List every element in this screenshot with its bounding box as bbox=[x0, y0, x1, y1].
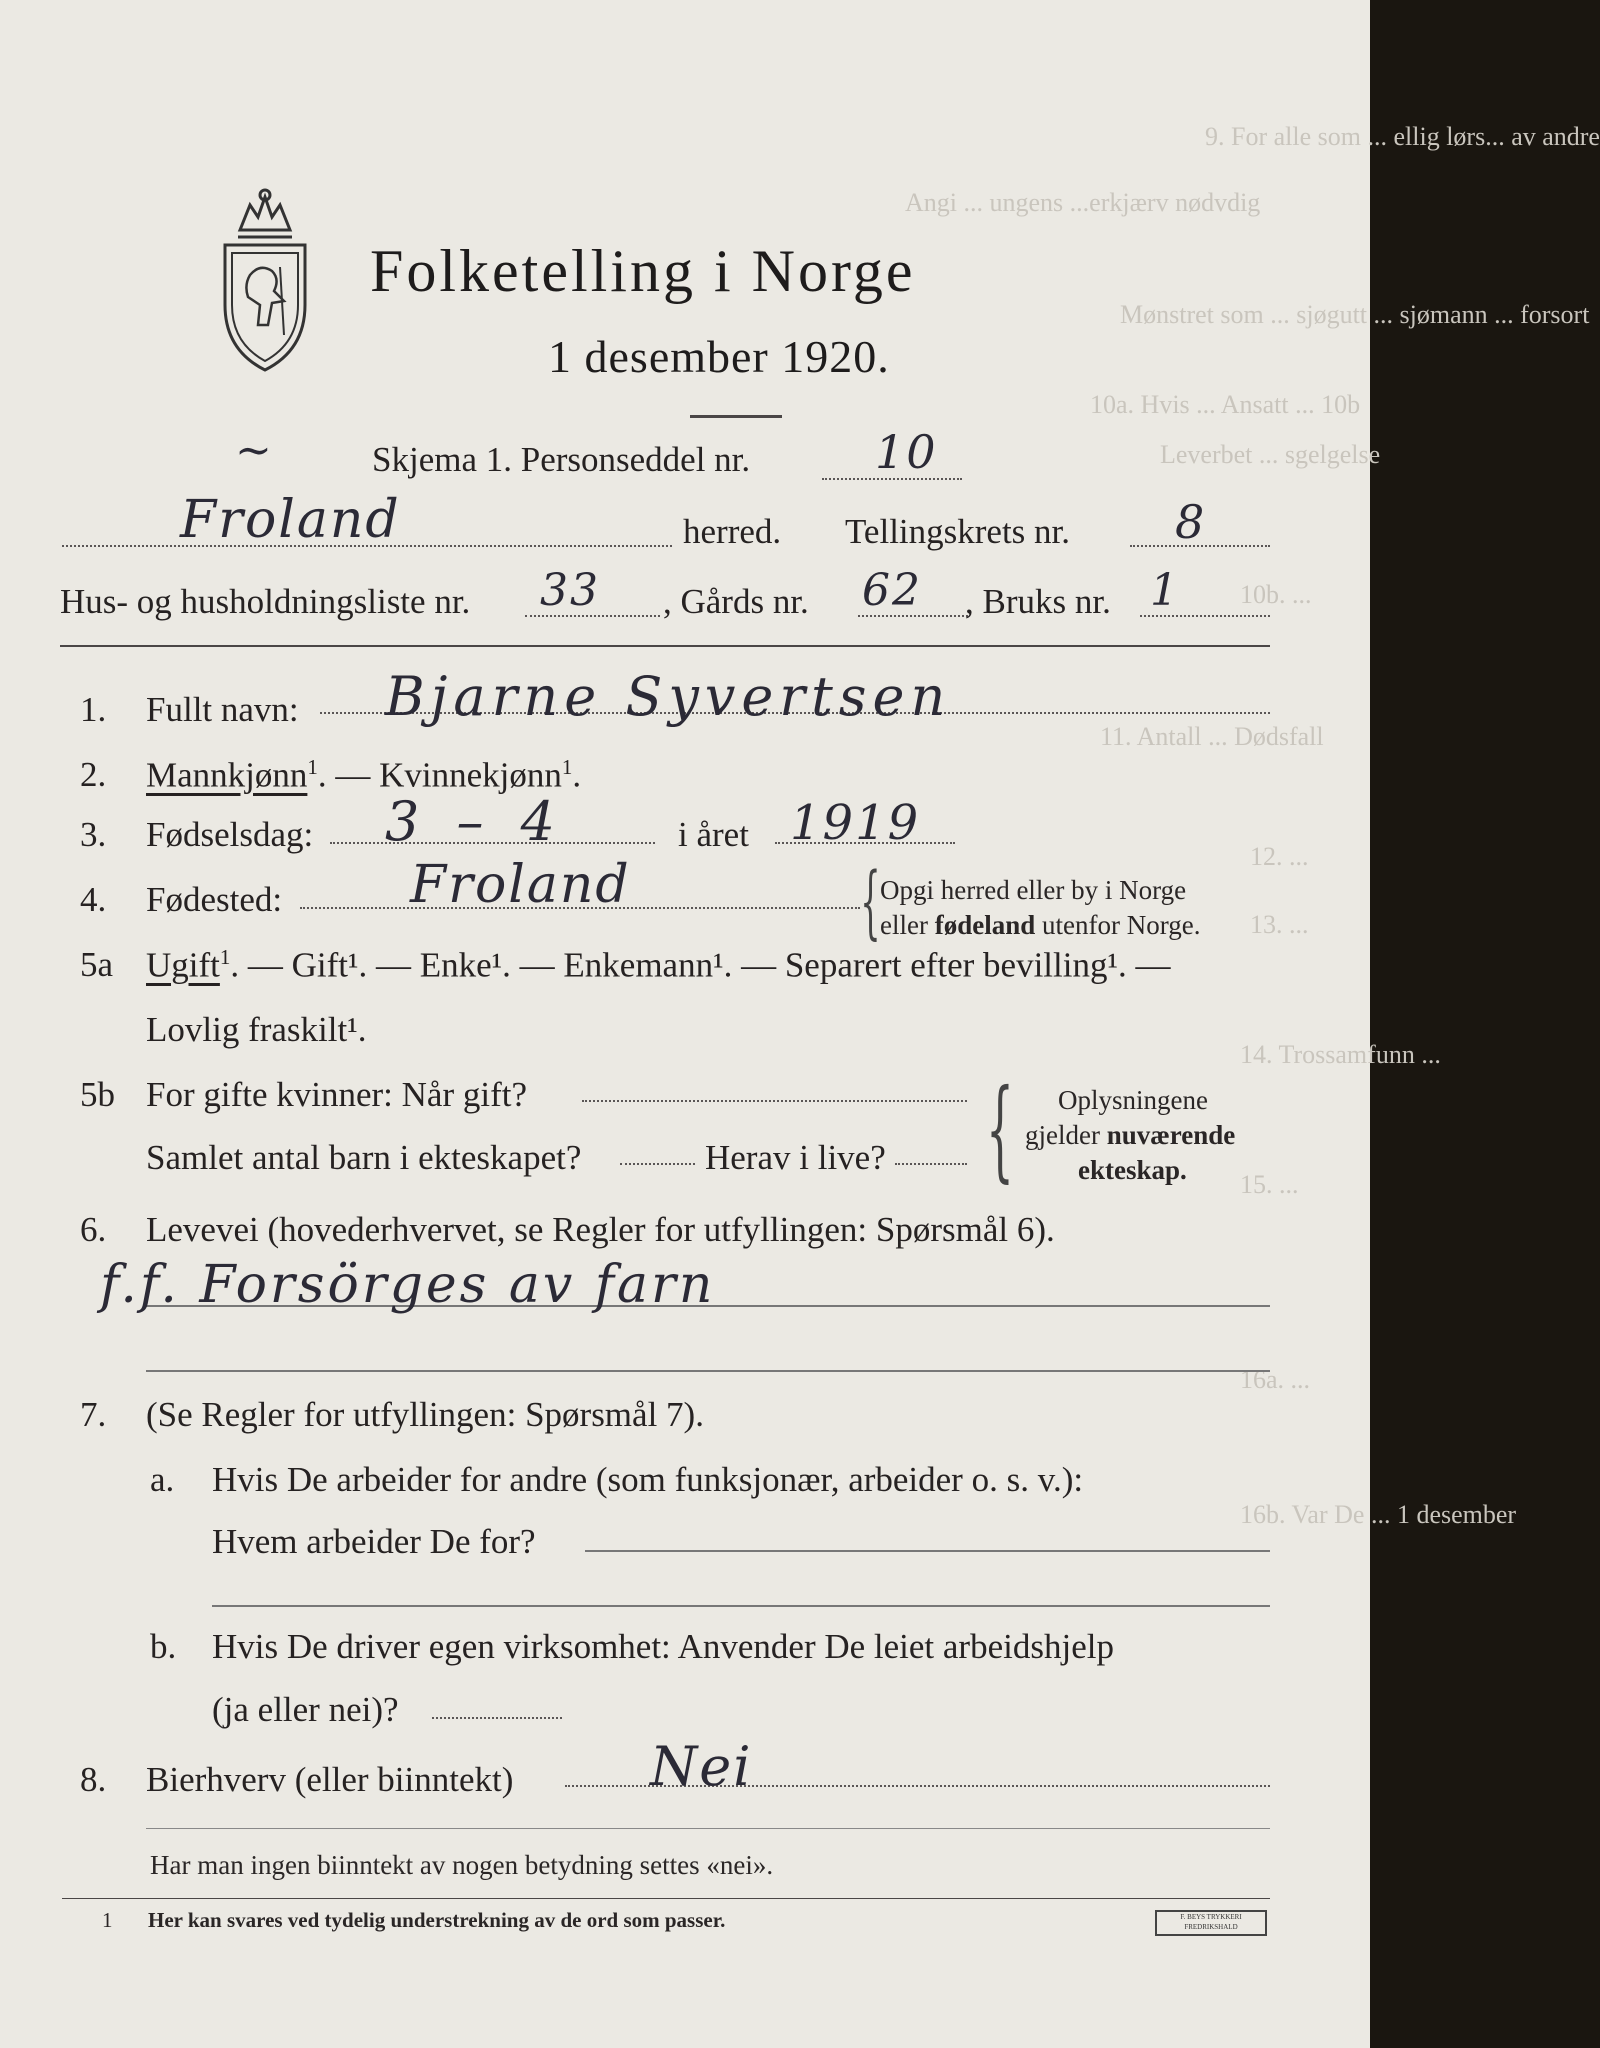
gards-label: , Gårds nr. bbox=[663, 582, 809, 621]
q5a-marital-options: Ugift$^1$. — Gift¹. — Enke¹. — Enkemann¹. — Separert efter bevilling¹. — bbox=[146, 945, 1171, 985]
q4-number: 4. bbox=[80, 880, 107, 919]
q5b-alive-field-line bbox=[895, 1163, 967, 1165]
bleed-through-text: 10a. Hvis ... Ansatt ... 10b bbox=[1090, 390, 1361, 419]
q4-label: Fødested: bbox=[146, 880, 283, 919]
q4-note-line1: Opgi herred eller by i Norge bbox=[880, 875, 1187, 905]
title-divider bbox=[690, 415, 782, 418]
q7a-field-line-1 bbox=[585, 1550, 1270, 1552]
section-divider bbox=[60, 645, 1270, 647]
bleed-through-text: 15. ... bbox=[1240, 1170, 1299, 1199]
bruks-value: 1 bbox=[1150, 565, 1180, 616]
q5b-children-field-line bbox=[620, 1163, 695, 1165]
q3-number: 3. bbox=[80, 815, 107, 854]
census-date: 1 desember 1920. bbox=[548, 331, 890, 382]
q3-year-value: 1919 bbox=[790, 795, 921, 851]
q7a-field-line-2 bbox=[212, 1605, 1270, 1607]
bruks-label: , Bruks nr. bbox=[965, 582, 1111, 621]
q5a-line2: Lovlig fraskilt¹. bbox=[146, 1010, 367, 1049]
personseddel-value: 10 bbox=[875, 425, 938, 479]
bleed-through-text: 9. For alle som ... ellig lørs... av andre bbox=[1205, 122, 1600, 151]
bleed-through-text: 16b. Var De ... 1 desember bbox=[1240, 1500, 1517, 1529]
footer-divider bbox=[146, 1828, 1270, 1829]
bleed-through-text: 13. ... bbox=[1250, 910, 1309, 939]
schema-label: Skjema 1. Personseddel nr. bbox=[372, 440, 751, 479]
q5b-note-line2: gjelder nuværende bbox=[1025, 1120, 1236, 1150]
q2-gender-options: Mannkjønn$^1$. — Kvinnekjønn$^1$. bbox=[146, 755, 582, 795]
q5b-when-married-field-line bbox=[582, 1100, 967, 1102]
q7b-letter: b. bbox=[150, 1627, 177, 1666]
q5b-alive-label: Herav i live? bbox=[705, 1138, 886, 1177]
q7b-line2: (ja eller nei)? bbox=[212, 1690, 399, 1729]
tilde-mark: ~ bbox=[235, 425, 274, 476]
footnote-mark: 1 bbox=[102, 1908, 113, 1932]
q7b-field-line bbox=[432, 1717, 562, 1719]
printer-stamp: F. BEYS TRYKKERI FREDRIKSHALD bbox=[1155, 1910, 1267, 1936]
q6-field-line-2 bbox=[146, 1370, 1270, 1372]
bleed-through-text: 11. Antall ... Dødsfall bbox=[1100, 722, 1324, 751]
norway-coat-of-arms-icon bbox=[210, 175, 320, 375]
q7a-line1: Hvis De arbeider for andre (som funksjonær, arbeider o. s. v.): bbox=[212, 1460, 1084, 1499]
q8-secondary-income-value: Nei bbox=[650, 1735, 753, 1798]
q4-birthplace-value: Froland bbox=[410, 855, 631, 915]
q7-number: 7. bbox=[80, 1395, 107, 1434]
bleed-through-text: Leverbet ... sgelgelse bbox=[1160, 440, 1381, 469]
q5b-note-brace: { bbox=[986, 1065, 1014, 1193]
footer-note: Har man ingen biinntekt av nogen betydning settes «nei». bbox=[150, 1850, 774, 1880]
q6-occupation-value: f.f. Forsörges av farn bbox=[100, 1255, 716, 1315]
q7a-line2: Hvem arbeider De for? bbox=[212, 1522, 536, 1561]
q1-number: 1. bbox=[80, 690, 107, 729]
q7-label: (Se Regler for utfyllingen: Spørsmål 7). bbox=[146, 1395, 704, 1434]
q3-birthdate-value: 3 – 4 bbox=[385, 790, 566, 853]
q5b-number: 5b bbox=[80, 1075, 115, 1114]
footnote-text: Her kan svares ved tydelig understrekning av de ord som passer. bbox=[148, 1908, 726, 1932]
husholdningsliste-value: 33 bbox=[540, 565, 600, 616]
q1-label: Fullt navn: bbox=[146, 690, 299, 729]
q5a-number: 5a bbox=[80, 945, 114, 984]
q3-label: Fødselsdag: bbox=[146, 815, 314, 854]
q7b-line1: Hvis De driver egen virksomhet: Anvender De leiet arbeidshjelp bbox=[212, 1627, 1114, 1666]
q1-full-name-value: Bjarne Syvertsen bbox=[385, 665, 952, 728]
q2-male-option: Mannkjønn bbox=[146, 755, 308, 795]
bleed-through-text: 10b. ... bbox=[1240, 580, 1312, 609]
q5b-note-line3: ekteskap. bbox=[1078, 1155, 1187, 1185]
bleed-through-text: 14. Trossamfunn ... bbox=[1240, 1040, 1441, 1069]
gards-value: 62 bbox=[862, 565, 922, 616]
q4-note-brace: { bbox=[860, 855, 881, 948]
bleed-through-text: 12. ... bbox=[1250, 842, 1309, 871]
q6-label: Levevei (hovederhvervet, se Regler for utfyllingen: Spørsmål 6). bbox=[146, 1210, 1055, 1249]
footnote-divider bbox=[62, 1898, 1270, 1899]
husholdningsliste-label: Hus- og husholdningsliste nr. bbox=[60, 582, 471, 621]
herred-value: Froland bbox=[180, 490, 401, 550]
q8-number: 8. bbox=[80, 1760, 107, 1799]
q5b-when-married-label: For gifte kvinner: Når gift? bbox=[146, 1075, 528, 1114]
herred-label: herred. bbox=[683, 512, 782, 551]
q5b-note-line1: Oplysningene bbox=[1058, 1085, 1208, 1115]
q3-year-label: i året bbox=[678, 815, 749, 854]
bleed-through-text: 16a. ... bbox=[1240, 1365, 1311, 1394]
tellingskrets-value: 8 bbox=[1175, 495, 1207, 549]
q6-number: 6. bbox=[80, 1210, 107, 1249]
q8-label: Bierhverv (eller biinntekt) bbox=[146, 1760, 514, 1799]
q7a-letter: a. bbox=[150, 1460, 175, 1499]
q4-note-line2: eller fødeland utenfor Norge. bbox=[880, 910, 1201, 940]
q5a-ugift-option: Ugift bbox=[146, 945, 220, 985]
q2-number: 2. bbox=[80, 755, 107, 794]
form-title: Folketelling i Norge bbox=[370, 238, 916, 304]
q2-female-option: Kvinnekjønn bbox=[379, 755, 562, 795]
bleed-through-text: Angi ... ungens ...erkjærv nødvdig bbox=[905, 188, 1261, 217]
q5b-children-label: Samlet antal barn i ekteskapet? bbox=[146, 1138, 582, 1177]
tellingskrets-label: Tellingskrets nr. bbox=[845, 512, 1071, 551]
bleed-through-text: Mønstret som ... sjøgutt ... sjømann ... forsort bbox=[1120, 300, 1590, 329]
